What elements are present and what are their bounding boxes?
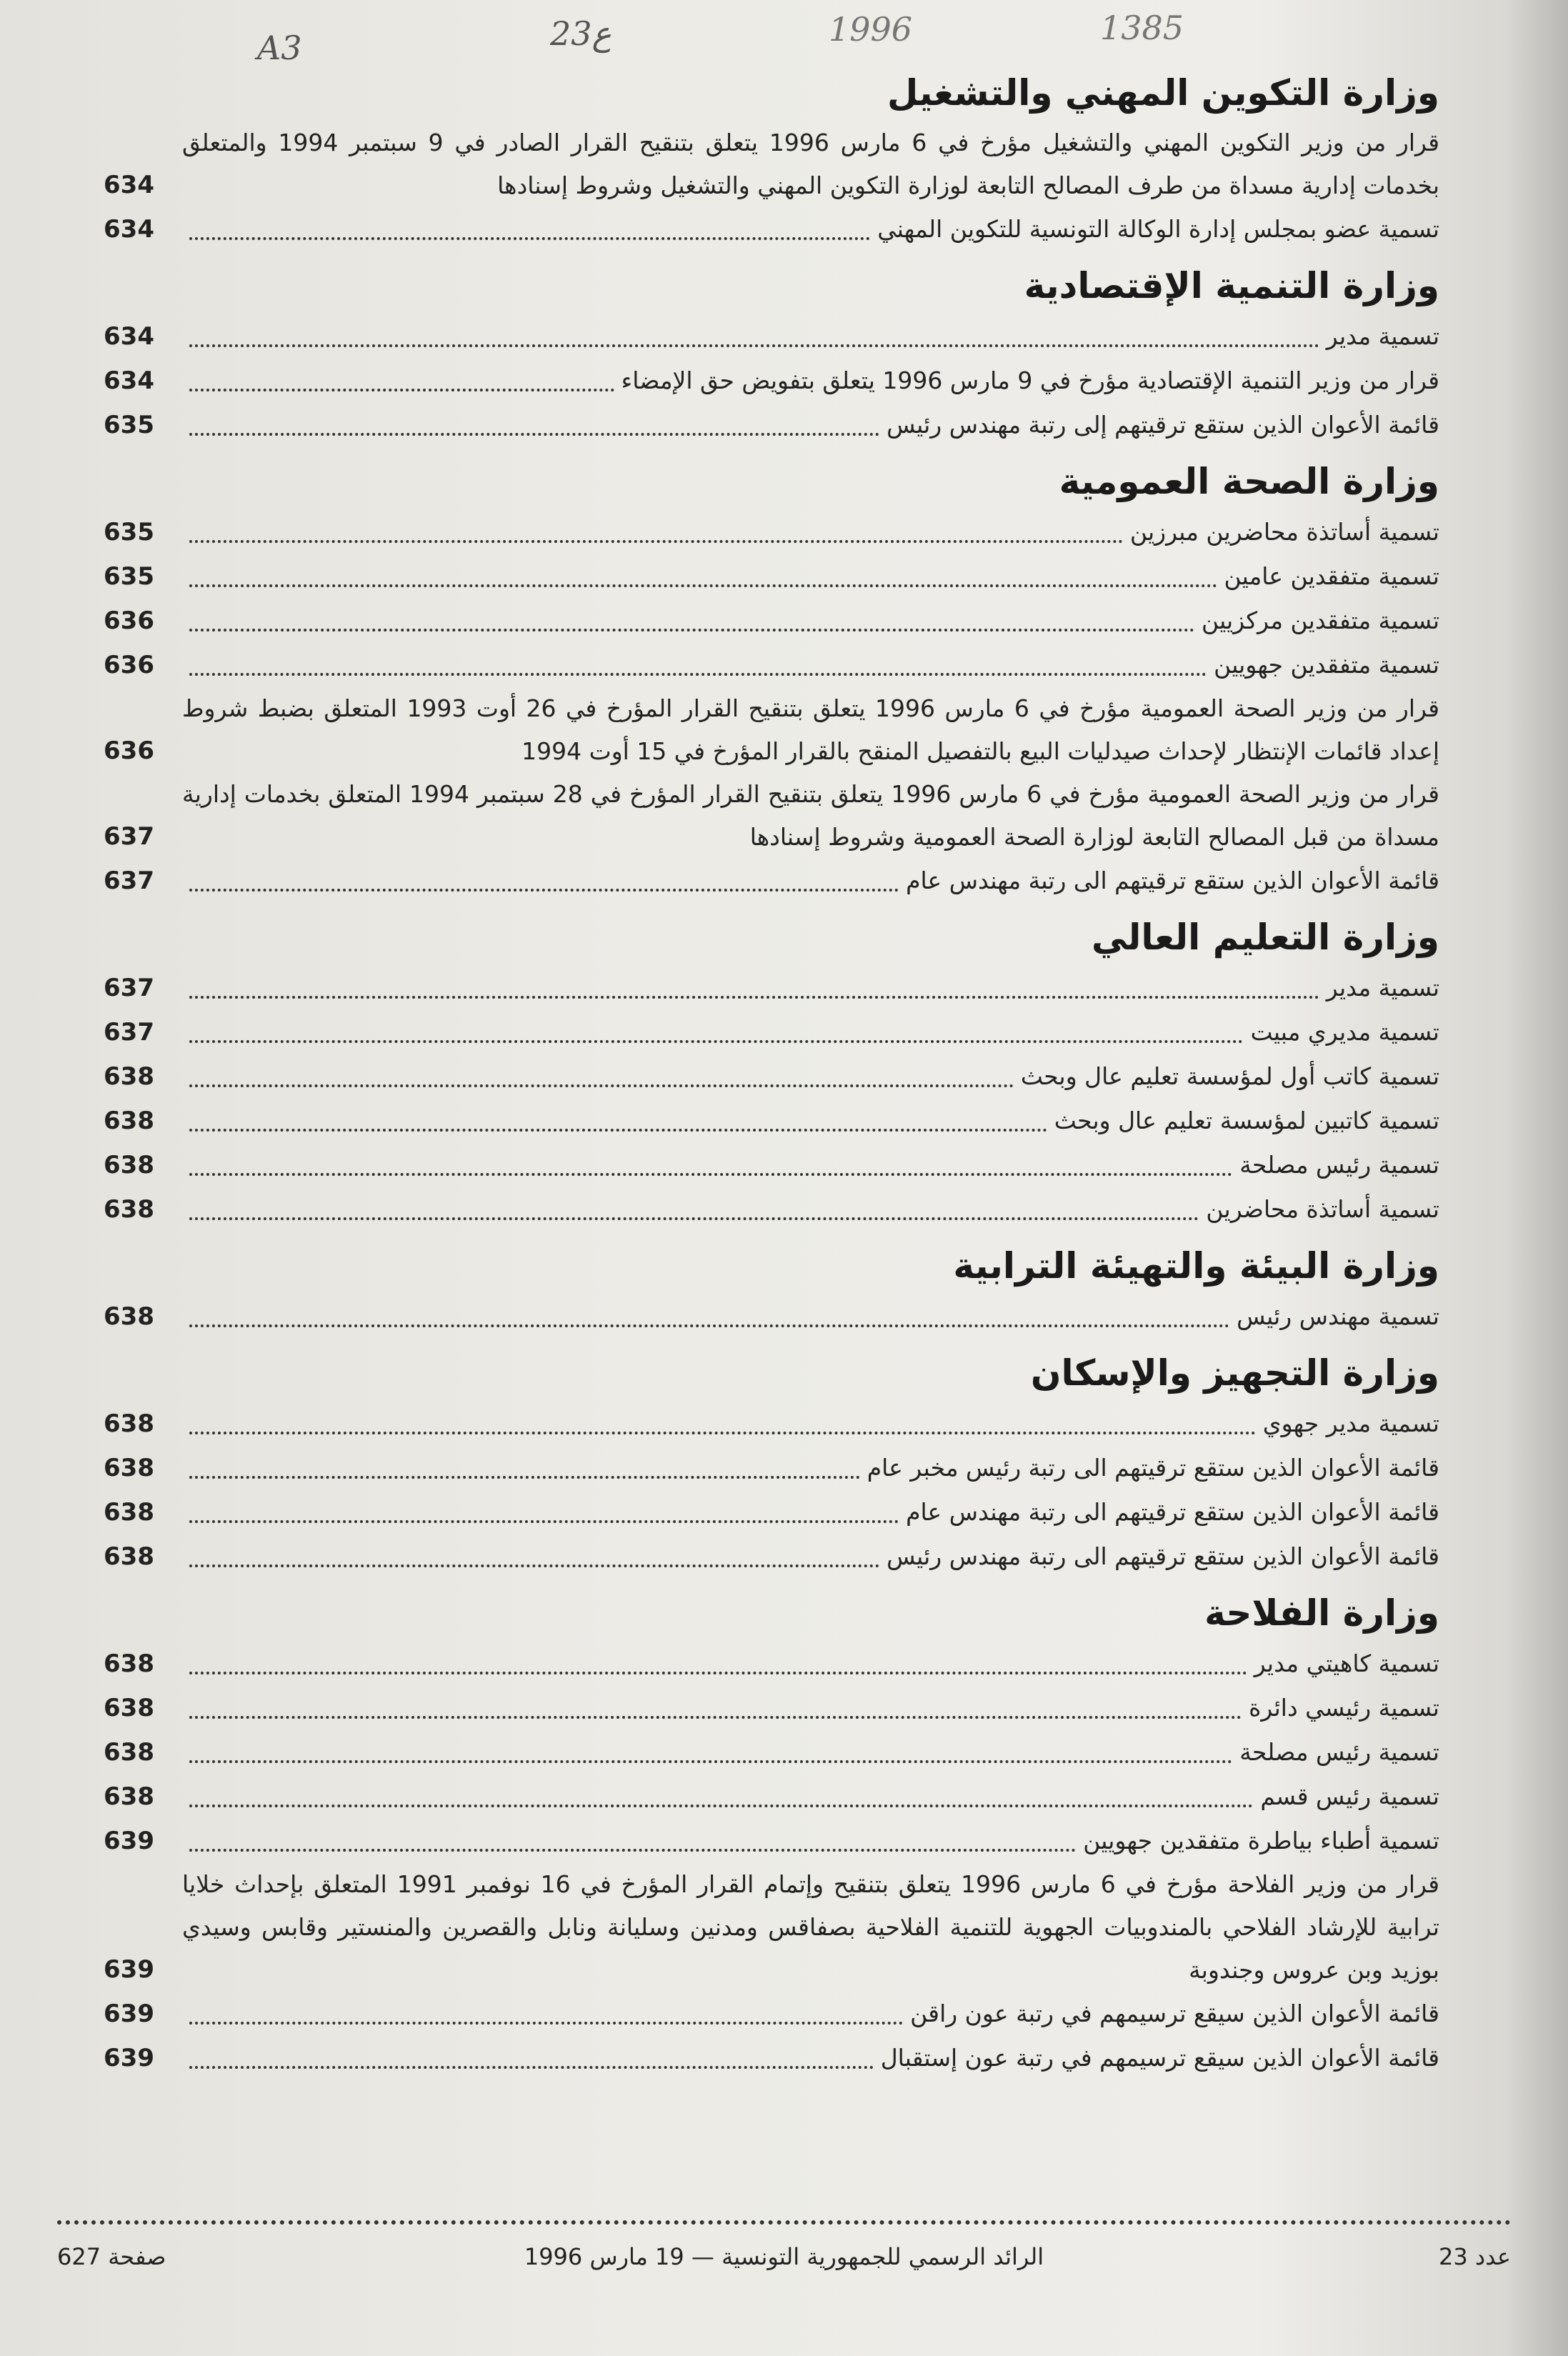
entry-page-number: 638 <box>104 1782 154 1811</box>
leader-dots <box>189 1217 1199 1220</box>
section-title: وزارة البيئة والتهيئة الترابية <box>953 1245 1439 1287</box>
leader-dots <box>189 1432 1256 1434</box>
entry-title: قائمة الأعوان الذين ستقع ترقيتهم إلى رتبة مهندس رئيس <box>887 411 1439 439</box>
entry-title: تسمية كاهيتي مدير <box>1254 1649 1439 1677</box>
entry-title: تسمية مدير <box>1326 322 1439 350</box>
entry-page-number: 639 <box>104 1955 154 1984</box>
entry-page-number: 638 <box>104 1195 154 1224</box>
handwritten-number-1: 23ع <box>550 14 611 53</box>
entry-title: تسمية رئيسي دائرة <box>1249 1694 1439 1722</box>
leader-dots <box>189 1324 1229 1327</box>
entry-page-number: 638 <box>104 1151 154 1179</box>
entry-page-number: 635 <box>104 411 154 439</box>
leader-dots <box>189 1760 1232 1763</box>
entry-title: قرار من وزير الفلاحة مؤرخ في 6 مارس 1996 يتعلق بتنقيح وإتمام القرار المؤرخ في 16 نوفمبر 1991 المتعلق بإحداث خلايا ترابية للإرشاد الفلاحي بالمندوبيات الجهوية للتنمية الفلاحية بصفاقس ومدنين وسليانة ونابل والقصرين والمنستير وقابس وسيدي بوزيد وبن عروس وجندوبة <box>182 1870 1440 1984</box>
toc-entry[interactable] <box>104 207 1439 251</box>
leader-dots <box>189 344 1319 347</box>
entry-title: تسمية أساتذة محاضرين <box>1206 1195 1439 1223</box>
entry-title: قائمة الأعوان الذين ستقع ترقيتهم الى رتبة مهندس عام <box>906 1498 1439 1526</box>
entry-page-number: 636 <box>104 651 154 679</box>
toc-entry[interactable] <box>104 1642 1439 1686</box>
entry-title: قرار من وزير الصحة العمومية مؤرخ في 6 مارس 1996 يتعلق بتنقيح القرار المؤرخ في 26 أوت 1993 المتعلق بضبط شروط إعداد قائمات الإنتظار لإحداث صيدليات البيع بالتفصيل المنقح بالقرار المؤرخ في 15 أوت 1994 <box>182 694 1439 765</box>
entry-title: قائمة الأعوان الذين سيقع ترسيمهم في رتبة عون إستقبال <box>880 2044 1439 2072</box>
leader-dots <box>189 1805 1253 1807</box>
leader-dots <box>189 996 1319 999</box>
toc-entry[interactable] <box>104 1187 1439 1232</box>
entry-page-number: 634 <box>104 322 154 351</box>
entry-title: تسمية رئيس مصلحة <box>1239 1738 1439 1766</box>
leader-dots <box>189 584 1217 587</box>
leader-dots <box>189 1716 1242 1719</box>
page-footer <box>57 2220 1511 2289</box>
section-spacer <box>104 1339 1439 1344</box>
toc-entry[interactable] <box>104 1992 1439 2036</box>
toc-entry[interactable] <box>104 1775 1439 1819</box>
toc-entry[interactable] <box>104 403 1439 447</box>
toc-entry[interactable] <box>104 1143 1439 1187</box>
toc-entry[interactable] <box>104 643 1439 687</box>
section-spacer <box>104 447 1439 453</box>
entry-page-number: 638 <box>104 1694 154 1722</box>
toc-entry[interactable] <box>104 554 1439 599</box>
section-spacer <box>104 251 1439 257</box>
toc-entry[interactable] <box>104 359 1439 403</box>
leader-dots <box>189 433 879 436</box>
table-of-contents <box>104 64 1439 2086</box>
toc-entry[interactable] <box>104 1010 1439 1054</box>
entry-page-number: 638 <box>104 1107 154 1135</box>
toc-entry[interactable] <box>104 1863 1439 1992</box>
entry-title: تسمية رئيس قسم <box>1260 1782 1439 1810</box>
entry-title: تسمية كاتب أول لمؤسسة تعليم عال وبحث <box>1020 1062 1439 1090</box>
entry-page-number: 638 <box>104 1542 154 1571</box>
entry-title: قائمة الأعوان الذين ستقع ترقيتهم الى رتبة مهندس عام <box>906 867 1439 894</box>
leader-dots <box>189 1084 1014 1087</box>
entry-page-number: 638 <box>104 1062 154 1091</box>
entry-page-number: 634 <box>104 366 154 395</box>
entry-page-number: 637 <box>104 867 154 895</box>
leader-dots <box>189 1564 879 1567</box>
entry-page-number: 637 <box>104 1018 154 1047</box>
entry-page-number: 634 <box>104 215 154 244</box>
entry-title: تسمية عضو بمجلس إدارة الوكالة التونسية للتكوين المهني <box>877 215 1439 243</box>
leader-dots <box>189 540 1123 543</box>
entry-page-number: 638 <box>104 1302 154 1331</box>
toc-entry[interactable] <box>104 314 1439 359</box>
toc-entry[interactable] <box>104 687 1439 773</box>
entry-title: تسمية كاتبين لمؤسسة تعليم عال وبحث <box>1054 1107 1439 1134</box>
entry-title: قرار من وزير الصحة العمومية مؤرخ في 6 مارس 1996 يتعلق بتنقيح القرار المؤرخ في 28 سبتمبر 1994 المتعلق بخدمات إدارية مسداة من قبل المصالح التابعة لوزارة الصحة العمومية وشروط إسنادها <box>182 780 1439 851</box>
toc-entry[interactable] <box>104 1099 1439 1143</box>
toc-entry[interactable] <box>104 1294 1439 1339</box>
entry-title: قائمة الأعوان الذين سيقع ترسيمهم في رتبة عون راقن <box>910 2000 1439 2027</box>
entry-page-number: 636 <box>104 737 154 765</box>
section-title: وزارة التجهيز والإسكان <box>1030 1352 1439 1394</box>
section-spacer <box>104 2080 1439 2086</box>
toc-entry[interactable] <box>104 966 1439 1010</box>
entry-page-number: 637 <box>104 822 154 851</box>
leader-dots <box>189 1849 1076 1852</box>
handwritten-number-2: 1996 <box>829 10 913 49</box>
leader-dots <box>189 1129 1047 1132</box>
toc-entry[interactable] <box>104 2036 1439 2080</box>
entry-title: تسمية مدير <box>1326 974 1439 1002</box>
entry-title: تسمية مدير جهوي <box>1262 1409 1439 1437</box>
entry-page-number: 637 <box>104 974 154 1002</box>
handwritten-number-3: 1385 <box>1100 9 1184 47</box>
entry-title: قرار من وزير التكوين المهني والتشغيل مؤرخ في 6 مارس 1996 يتعلق بتنقيح القرار الصادر في 9 سبتمبر 1994 والمتعلق بخدمات إدارية مسداة من طرف المصالح التابعة لوزارة التكوين المهني والتشغيل وشروط إسنادها <box>182 129 1439 199</box>
leader-dots <box>189 1173 1232 1176</box>
toc-entry[interactable] <box>104 599 1439 643</box>
entry-page-number: 639 <box>104 1827 154 1855</box>
toc-entry[interactable] <box>104 1534 1439 1579</box>
entry-page-number: 636 <box>104 607 154 635</box>
issue-number: عدد 23 <box>1438 2243 1511 2270</box>
entry-page-number: 638 <box>104 1738 154 1767</box>
entry-title: قرار من وزير التنمية الإقتصادية مؤرخ في 9 مارس 1996 يتعلق بتفويض حق الإمضاء <box>621 366 1439 394</box>
section-title: وزارة الفلاحة <box>1204 1592 1439 1634</box>
section-title: وزارة التعليم العالي <box>1092 917 1439 958</box>
entry-title: تسمية رئيس مصلحة <box>1239 1151 1439 1179</box>
leader-dots <box>189 237 870 240</box>
entry-page-number: 638 <box>104 1409 154 1438</box>
gazette-title-date: الرائد الرسمي للجمهورية التونسية — 19 مارس 1996 <box>524 2243 1044 2270</box>
entry-title: قائمة الأعوان الذين ستقع ترقيتهم الى رتبة مهندس رئيس <box>887 1542 1439 1570</box>
leader-dots <box>189 2066 874 2069</box>
section-title: وزارة التكوين المهني والتشغيل <box>887 72 1439 114</box>
toc-entry[interactable] <box>104 773 1439 859</box>
entry-page-number: 635 <box>104 562 154 591</box>
leader-dots <box>189 629 1194 632</box>
leader-dots <box>189 1672 1247 1674</box>
leader-dots <box>189 1040 1243 1043</box>
entry-page-number: 639 <box>104 2044 154 2072</box>
entry-page-number: 638 <box>104 1454 154 1482</box>
entry-page-number: 634 <box>104 171 154 199</box>
entry-page-number: 638 <box>104 1649 154 1678</box>
toc-entry[interactable] <box>104 1446 1439 1490</box>
section-title: وزارة التنمية الإقتصادية <box>1024 265 1439 306</box>
toc-entry[interactable] <box>104 121 1439 207</box>
section-spacer <box>104 1232 1439 1237</box>
entry-title: تسمية متفقدين جهويين <box>1214 651 1439 679</box>
toc-entry[interactable] <box>104 1686 1439 1730</box>
toc-entry[interactable] <box>104 1730 1439 1775</box>
handwritten-mark-a3: A3 <box>257 29 302 67</box>
toc-entry[interactable] <box>104 510 1439 554</box>
leader-dots <box>189 1476 860 1479</box>
entry-title: تسمية أساتذة محاضرين مبرزين <box>1129 518 1439 546</box>
entry-title: تسمية مديري مبيت <box>1250 1018 1439 1046</box>
entry-page-number: 639 <box>104 2000 154 2028</box>
toc-entry[interactable] <box>104 1402 1439 1446</box>
section-title: وزارة الصحة العمومية <box>1059 461 1439 502</box>
toc-entry[interactable] <box>104 1490 1439 1534</box>
section-spacer <box>104 903 1439 909</box>
leader-dots <box>189 673 1207 676</box>
entry-title: تسمية متفقدين عامين <box>1224 562 1439 590</box>
entry-title: قائمة الأعوان الذين ستقع ترقيتهم الى رتبة رئيس مخبر عام <box>867 1454 1439 1482</box>
toc-entry[interactable] <box>104 1054 1439 1099</box>
entry-title: تسمية مهندس رئيس <box>1237 1302 1439 1330</box>
leader-dots <box>189 2022 903 2025</box>
toc-entry[interactable] <box>104 859 1439 903</box>
section-spacer <box>104 1579 1439 1584</box>
entry-title: تسمية أطباء بياطرة متفقدين جهويين <box>1083 1827 1439 1855</box>
entry-title: تسمية متفقدين مركزيين <box>1201 607 1439 634</box>
leader-dots <box>189 889 899 892</box>
entry-page-number: 635 <box>104 518 154 546</box>
toc-entry[interactable] <box>104 1819 1439 1863</box>
page-number: صفحة 627 <box>57 2243 166 2270</box>
leader-dots <box>189 389 614 391</box>
leader-dots <box>189 1520 899 1523</box>
entry-page-number: 638 <box>104 1498 154 1527</box>
